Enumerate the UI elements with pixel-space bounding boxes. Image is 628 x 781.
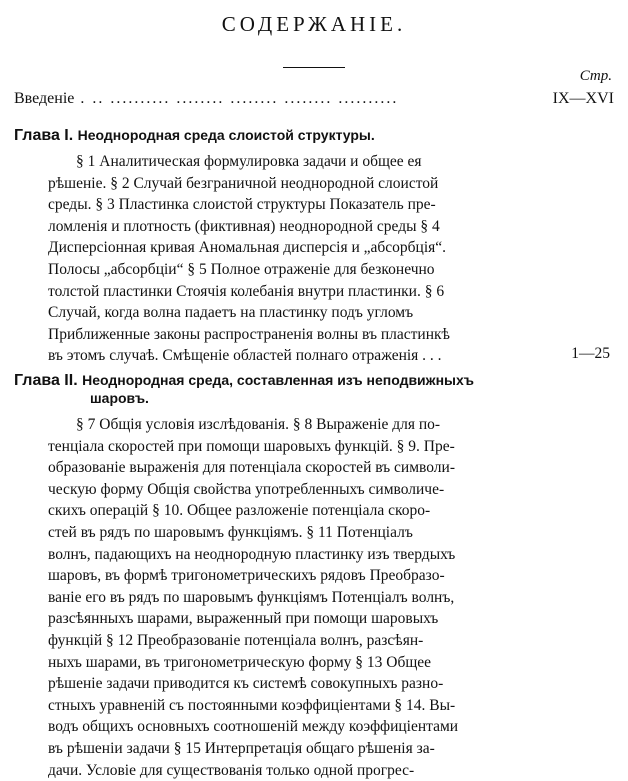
chapter-1-line: толстой пластинки Стоячія колебанія внутри пластинки. § 6: [48, 281, 450, 303]
chapter-1-line: Полосы „абсорбціи“ § 5 Полное отраженіе для безконечно: [48, 259, 450, 281]
title-divider: [283, 67, 345, 68]
page-title: СОДЕРЖАНІЕ.: [0, 12, 628, 37]
intro-label: Введеніе: [14, 90, 74, 108]
chapter-2-line: § 7 Общія условія изслѣдованія. § 8 Выраженіе для по-: [48, 414, 458, 436]
chapter-1-heading[interactable]: [14, 127, 375, 145]
chapter-1-number: Глава I.: [14, 127, 73, 144]
chapter-1-line: въ этомъ случаѣ. Смѣщеніе областей полнаго отраженія . . .: [48, 345, 450, 367]
chapter-2-line: шаровъ, въ формѣ тригонометрическихъ рядовъ Преобразо-: [48, 565, 458, 587]
chapter-2-line: въ рѣшеніи задачи § 15 Интерпретація общаго рѣшенія за-: [48, 738, 458, 760]
intro-leader-dots: . .. .......... ........ ........ ........ ..........: [80, 90, 546, 108]
chapter-1-line: § 1 Аналитическая формулировка задачи и общее ея: [48, 151, 450, 173]
chapter-2-line: стныхъ уравненій съ постоянными коэффиціентами § 14. Вы-: [48, 695, 458, 717]
chapter-2-heading-cont: [90, 390, 149, 408]
chapter-1-line: Приближенные законы распространенія волны въ пластинкѣ: [48, 324, 450, 346]
chapter-1-line: Дисперсіонная кривая Аномальная дисперсія и „абсорбція“.: [48, 237, 450, 259]
chapter-2-line: ныхъ шарами, въ тригонометрическую форму § 13 Общее: [48, 652, 458, 674]
chapter-1-contents: [48, 151, 450, 367]
chapter-2-line: ческую форму Общія свойства употребленныхъ символиче-: [48, 479, 458, 501]
chapter-2-line: ваніе его въ рядъ по шаровымъ функціямъ Потенціалъ волнъ,: [48, 587, 458, 609]
chapter-2-heading[interactable]: [14, 372, 474, 390]
chapter-2-line: разсѣянныхъ шарами, выраженный при помощи шаровыхъ: [48, 608, 458, 630]
chapter-2-line: водъ общихъ основныхъ соотношеній между коэффиціентами: [48, 716, 458, 738]
chapter-2-line: тенціала скоростей при помощи шаровыхъ функцій. § 9. Пре-: [48, 436, 458, 458]
chapter-2-title-cont: шаровъ.: [90, 390, 149, 406]
chapter-2-line: рѣшеніе задачи приводится къ системѣ совокупныхъ разно-: [48, 673, 458, 695]
chapter-1-pages: 1—25: [571, 345, 610, 363]
page-column-label: Стр.: [580, 68, 612, 85]
chapter-1-title: Неоднородная среда слоистой структуры.: [78, 127, 375, 143]
toc-entry-intro[interactable]: [14, 90, 614, 112]
chapter-1-line: рѣшеніе. § 2 Случай безграничной неоднородной слоистой: [48, 173, 450, 195]
chapter-2-line: дачи. Условіе для существованія только одной прогрес-: [48, 760, 458, 781]
intro-pages: IX—XVI: [553, 90, 614, 108]
chapter-2-line: волнъ, падающихъ на неоднородную пластинку изъ твердыхъ: [48, 544, 458, 566]
chapter-2-line: образованіе выраженія для потенціала скоростей въ символи-: [48, 457, 458, 479]
chapter-2-title: Неоднородная среда, составленная изъ неподвижныхъ: [82, 372, 474, 388]
chapter-1-line: ломленія и плотность (фиктивная) неоднородной среды § 4: [48, 216, 450, 238]
chapter-2-contents: [48, 414, 458, 781]
chapter-2-number: Глава II.: [14, 372, 78, 389]
chapter-2-line: функцій § 12 Преобразованіе потенціала волнъ, разсѣян-: [48, 630, 458, 652]
chapter-2-line: стей въ рядъ по шаровымъ функціямъ. § 11 Потенціалъ: [48, 522, 458, 544]
chapter-2-line: скихъ операцій § 10. Общее разложеніе потенціала скоро-: [48, 500, 458, 522]
chapter-1-line: Случай, когда волна падаетъ на пластинку подъ угломъ: [48, 302, 450, 324]
chapter-1-line: среды. § 3 Пластинка слоистой структуры Показатель пре-: [48, 194, 450, 216]
